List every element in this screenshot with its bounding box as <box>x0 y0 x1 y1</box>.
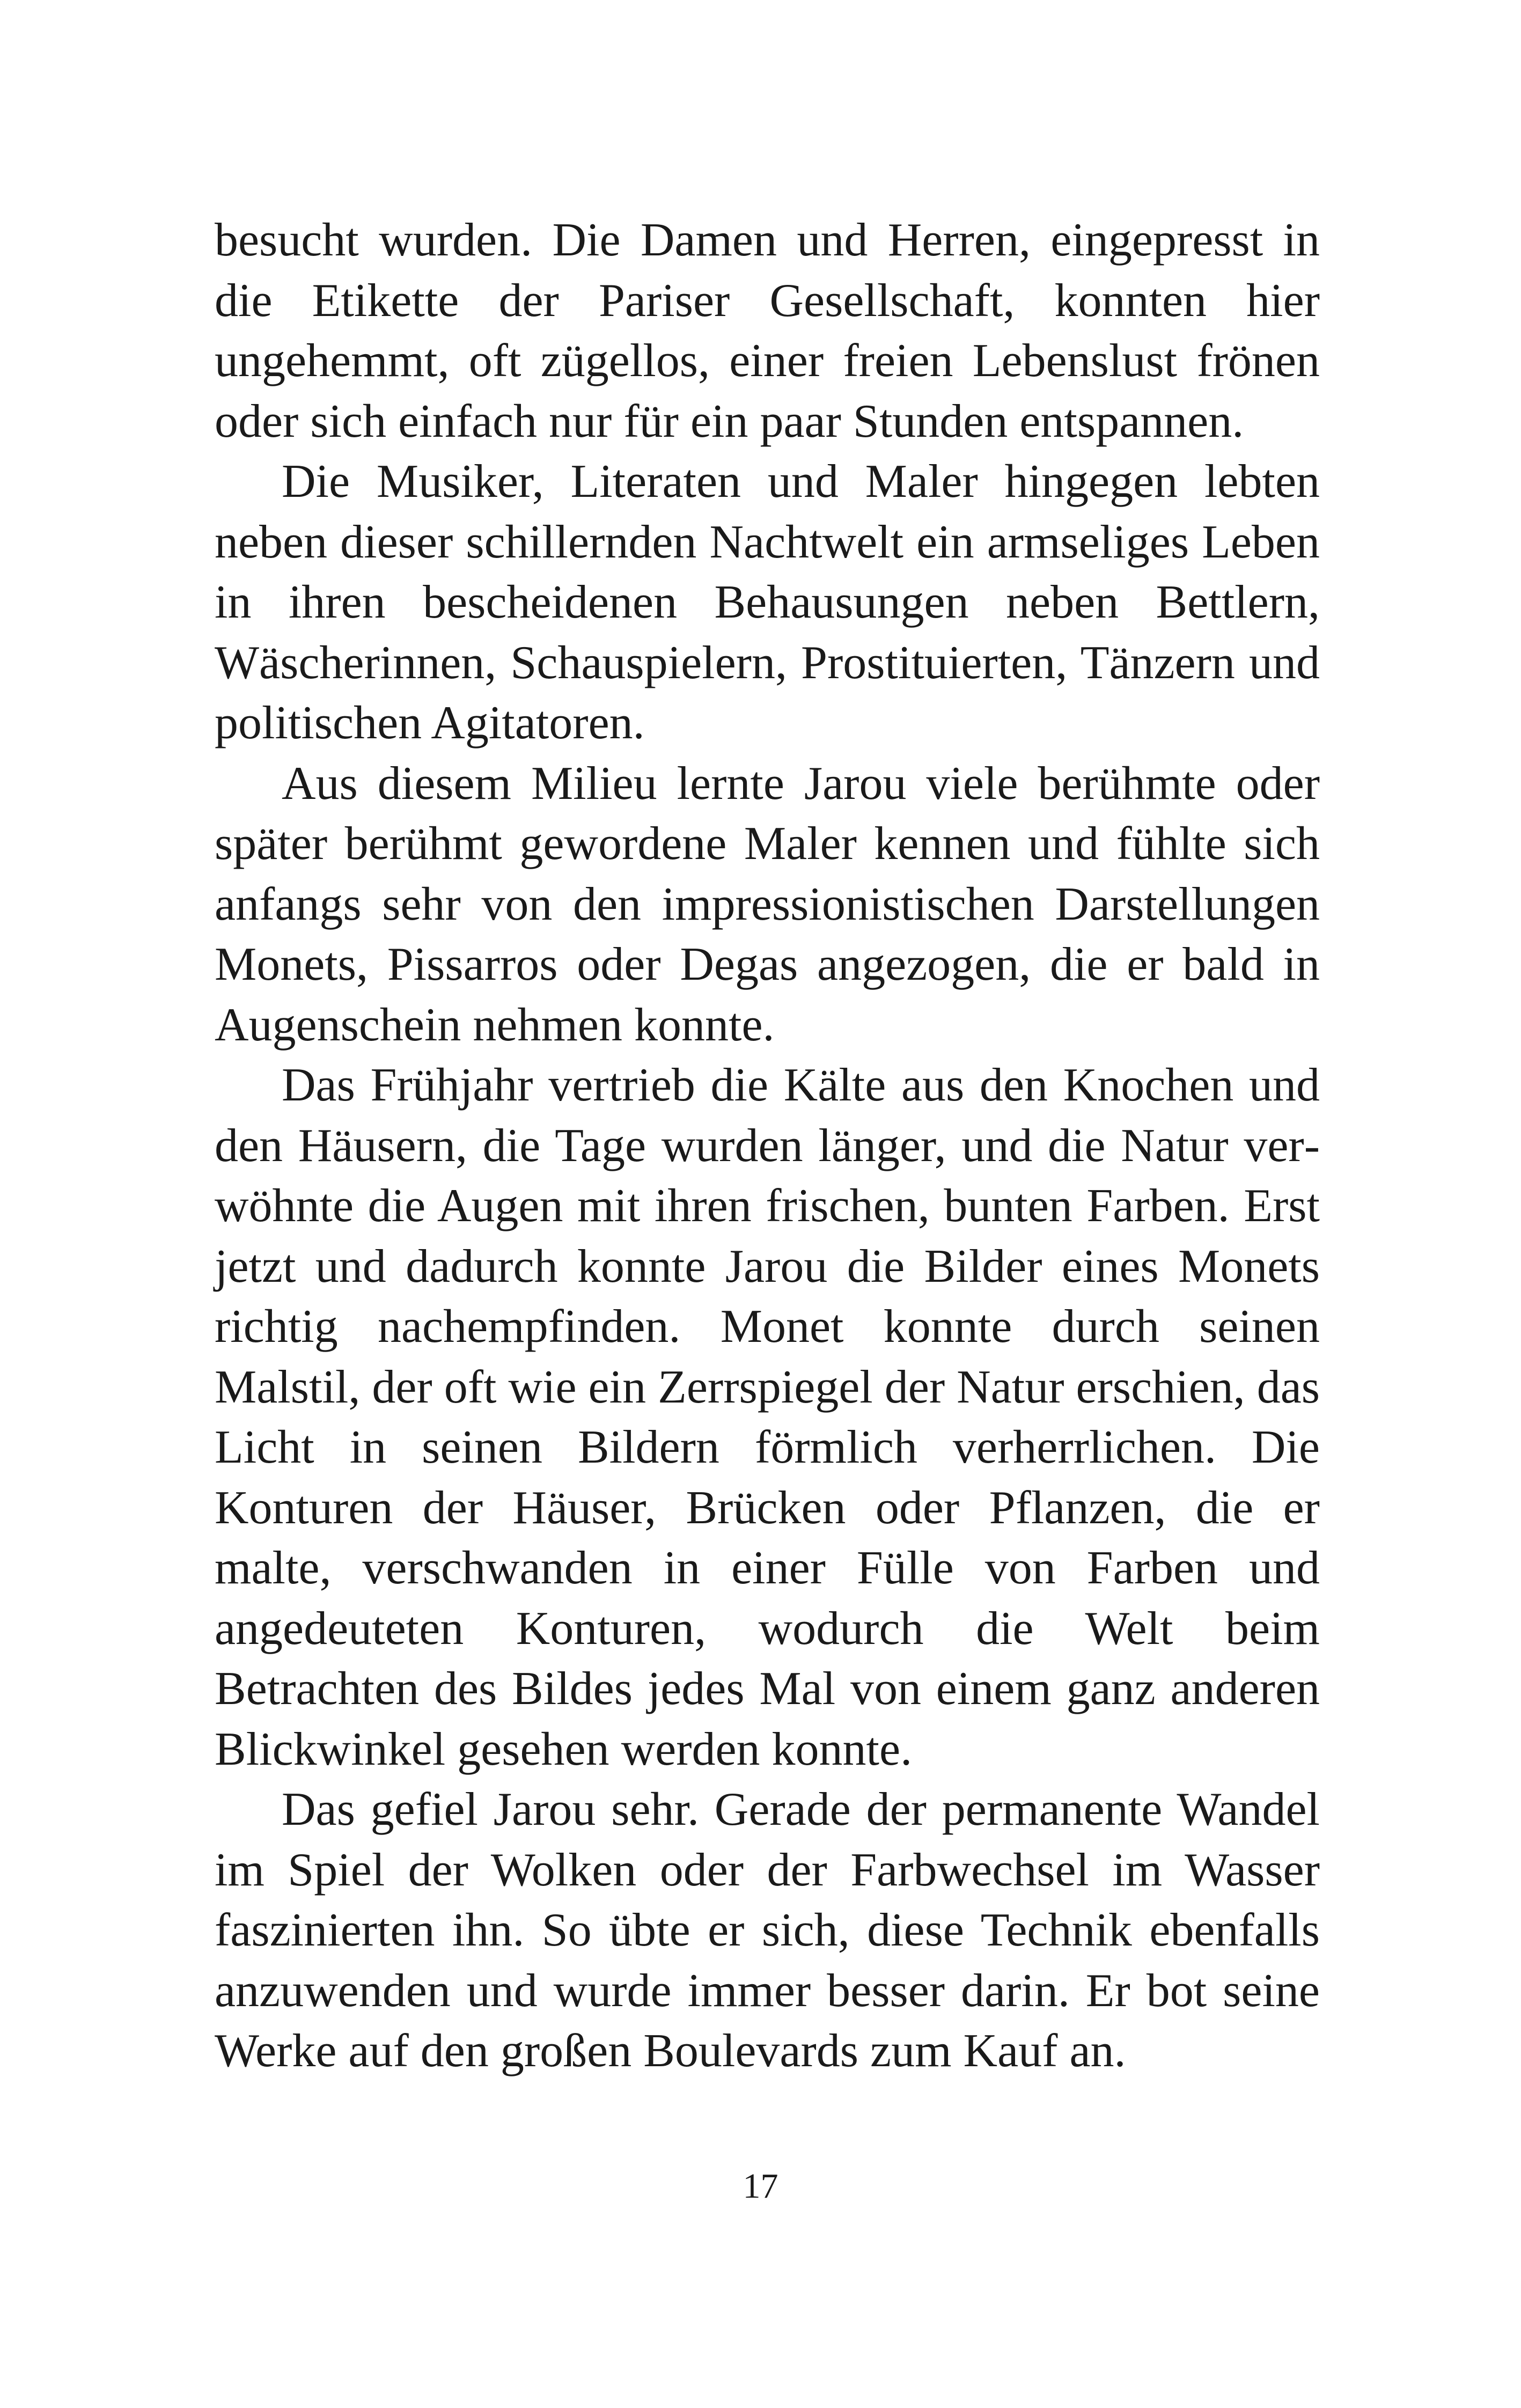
paragraph-5: Das gefiel Jarou sehr. Gerade der permanente Wandel im Spiel der Wolken oder der Farbwechsel im Wasser faszinierten ihn. So übte er sich, diese Technik ebenfalls anzuwenden und wurde immer besser darin. Er bot seine Werke auf den großen Boulevards zum Kauf an. <box>215 1783 1320 2077</box>
paragraph-2: Die Musiker, Literaten und Maler hingegen lebten neben dieser schillernden Nachtwelt ein armseliges Leben in ihren bescheidenen Behausungen neben Bettlern, Wäscherinnen, Schauspielern, Prostituierten, Tänzern und politischen Agitatoren. <box>215 456 1320 749</box>
page-number: 17 <box>743 2167 778 2206</box>
paragraph-4: Das Frühjahr vertrieb die Kälte aus den Knochen und den Häusern, die Tage wurden länger, und die Natur verwöhnte die Augen mit ihren frischen, bunten Farben. Erst jetzt und dadurch konnte Jarou die Bilder eines Monets richtig nachempfinden. Monet konnte durch seinen Malstil, der oft wie ein Zerrspiegel der Natur erschien, das Licht in seinen Bildern förmlich verherrlichen. Die Konturen der Häuser, Brücken oder Pflanzen, die er malte, verschwanden in einer Fülle von Farben und angedeuteten Konturen, wodurch die Welt beim Betrachten des Bildes jedes Mal von einem ganz anderen Blickwinkel gesehen werden konnte. <box>215 1059 1320 1775</box>
paragraph-1: besucht wurden. Die Damen und Herren, eingepresst in die Etikette der Pariser Gesellschaft, konnten hier ungehemmt, oft zügellos, einer freien Lebenslust frönen oder sich einfach nur für ein paar Stunden entspannen. <box>215 214 1320 447</box>
paragraph-3: Aus diesem Milieu lernte Jarou viele berühmte oder später berühmt gewordene Maler kennen und fühlte sich anfangs sehr von den impressionistischen Darstellungen Monets, Pissarros oder Degas angezogen, die er bald in Augenschein nehmen konnte. <box>215 757 1320 1051</box>
body-text <box>215 210 1320 2082</box>
